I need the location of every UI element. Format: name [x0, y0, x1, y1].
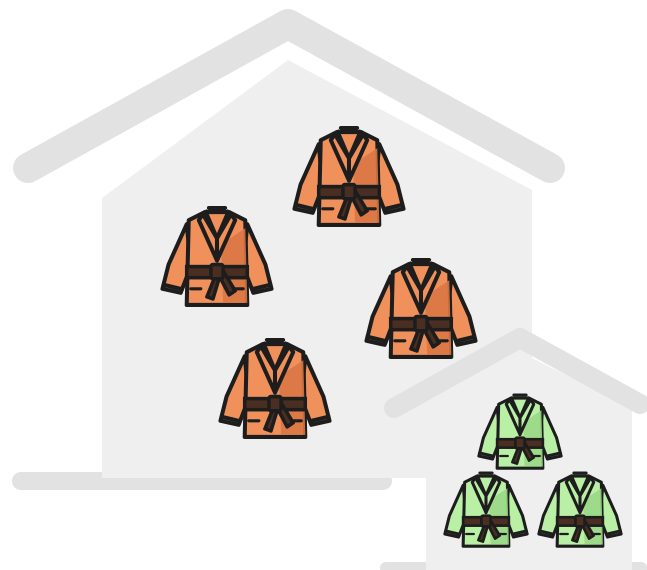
scene-svg	[0, 0, 647, 570]
illustration-scene	[0, 0, 647, 570]
